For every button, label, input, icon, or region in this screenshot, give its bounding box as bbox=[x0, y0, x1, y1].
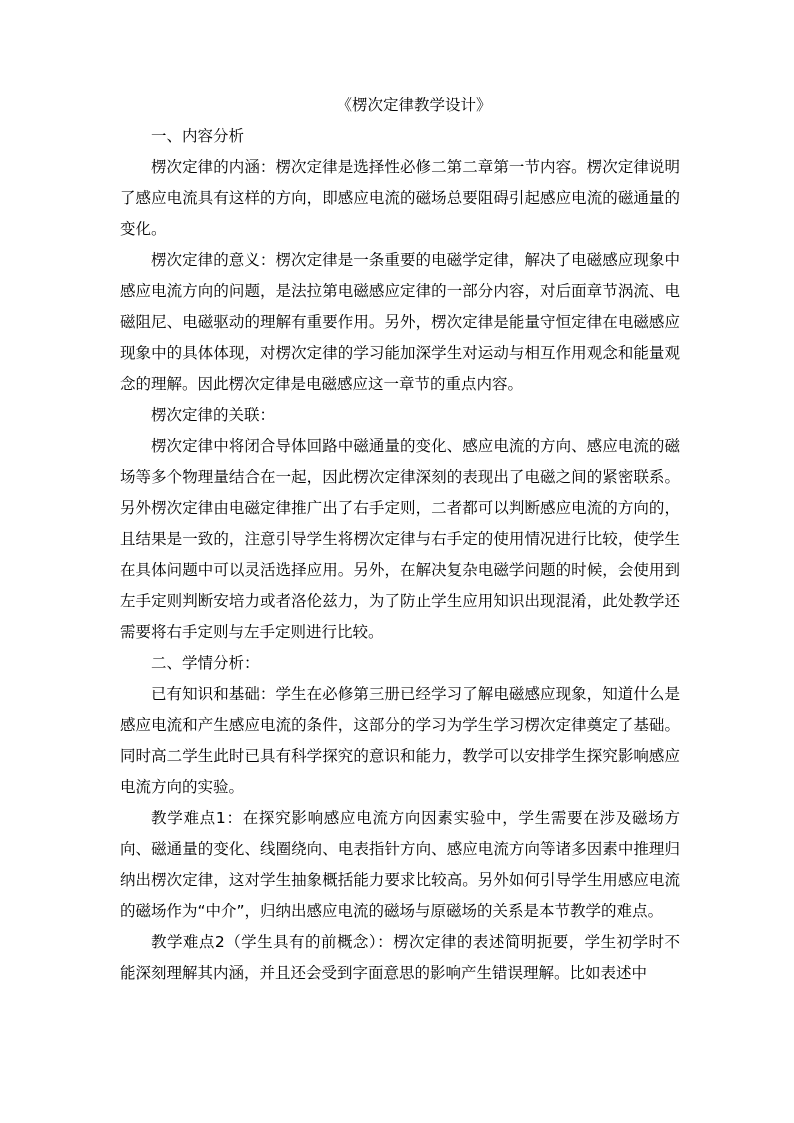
paragraph-prior-knowledge: 已有知识和基础：学生在必修第三册已经学习了解电磁感应现象，知道什么是感应电流和产生感应电流的条件，这部分的学习为学生学习楞次定律奠定了基础。同时高二学生此时已具有科学探究的意识和能力，教学可以安排学生探究影响感应电流方向的实验。 bbox=[120, 685, 680, 796]
paragraph-relation: 楞次定律中将闭合导体回路中磁通量的变化、感应电流的方向、感应电流的磁场等多个物理量结合在一起，因此楞次定律深刻的表现出了电磁之间的紧密联系。另外楞次定律由电磁定律推广出了右手定则，二者都可以判断感应电流的方向的，且结果是一致的，注意引导学生将楞次定律与右手定的使用情况进行比较，使学生在具体问题中可以灵活选择应用。另外，在解决复杂电磁学问题的时候，会使用到左手定则判断安培力或者洛伦兹力，为了防止学生应用知识出现混淆，此处教学还需要将右手定则与左手定则进行比较。 bbox=[120, 437, 680, 641]
paragraph-difficulty-2: 教学难点2（学生具有的前概念）：楞次定律的表述简明扼要，学生初学时不能深刻理解其内涵，并且还会受到字面意思的影响产生错误理解。比如表述中 bbox=[120, 933, 680, 982]
section-heading-learner-analysis: 二、学情分析： bbox=[151, 654, 260, 672]
paragraph-significance: 楞次定律的意义：楞次定律是一条重要的电磁学定律，解决了电磁感应现象中感应电流方向的问题，是法拉第电磁感应定律的一部分内容，对后面章节涡流、电磁阻尼、电磁驱动的理解有重要作用。另外，楞次定律是能量守恒定律在电磁感应现象中的具体体现，对楞次定律的学习能加深学生对运动与相互作用观念和能量观念的理解。因此楞次定律是电磁感应这一章节的重点内容。 bbox=[120, 251, 680, 393]
paragraph-difficulty-1: 教学难点1：在探究影响感应电流方向因素实验中，学生需要在涉及磁场方向、磁通量的变化、线圈绕向、电表指针方向、感应电流方向等诸多因素中推理归纳出楞次定律，这对学生抽象概括能力要求比较高。另外如何引导学生用感应电流的磁场作为“中介”，归纳出感应电流的磁场与原磁场的关系是本节教学的难点。 bbox=[120, 809, 680, 920]
document-page bbox=[120, 90, 680, 989]
document-title: 《楞次定律教学设计》 bbox=[336, 96, 492, 114]
paragraph-relation-label: 楞次定律的关联： bbox=[151, 406, 276, 424]
section-heading-content-analysis: 一、内容分析 bbox=[151, 127, 245, 145]
paragraph-connotation: 楞次定律的内涵：楞次定律是选择性必修二第二章第一节内容。楞次定律说明了感应电流具有这样的方向，即感应电流的磁场总要阻碍引起感应电流的磁通量的变化。 bbox=[120, 158, 680, 238]
